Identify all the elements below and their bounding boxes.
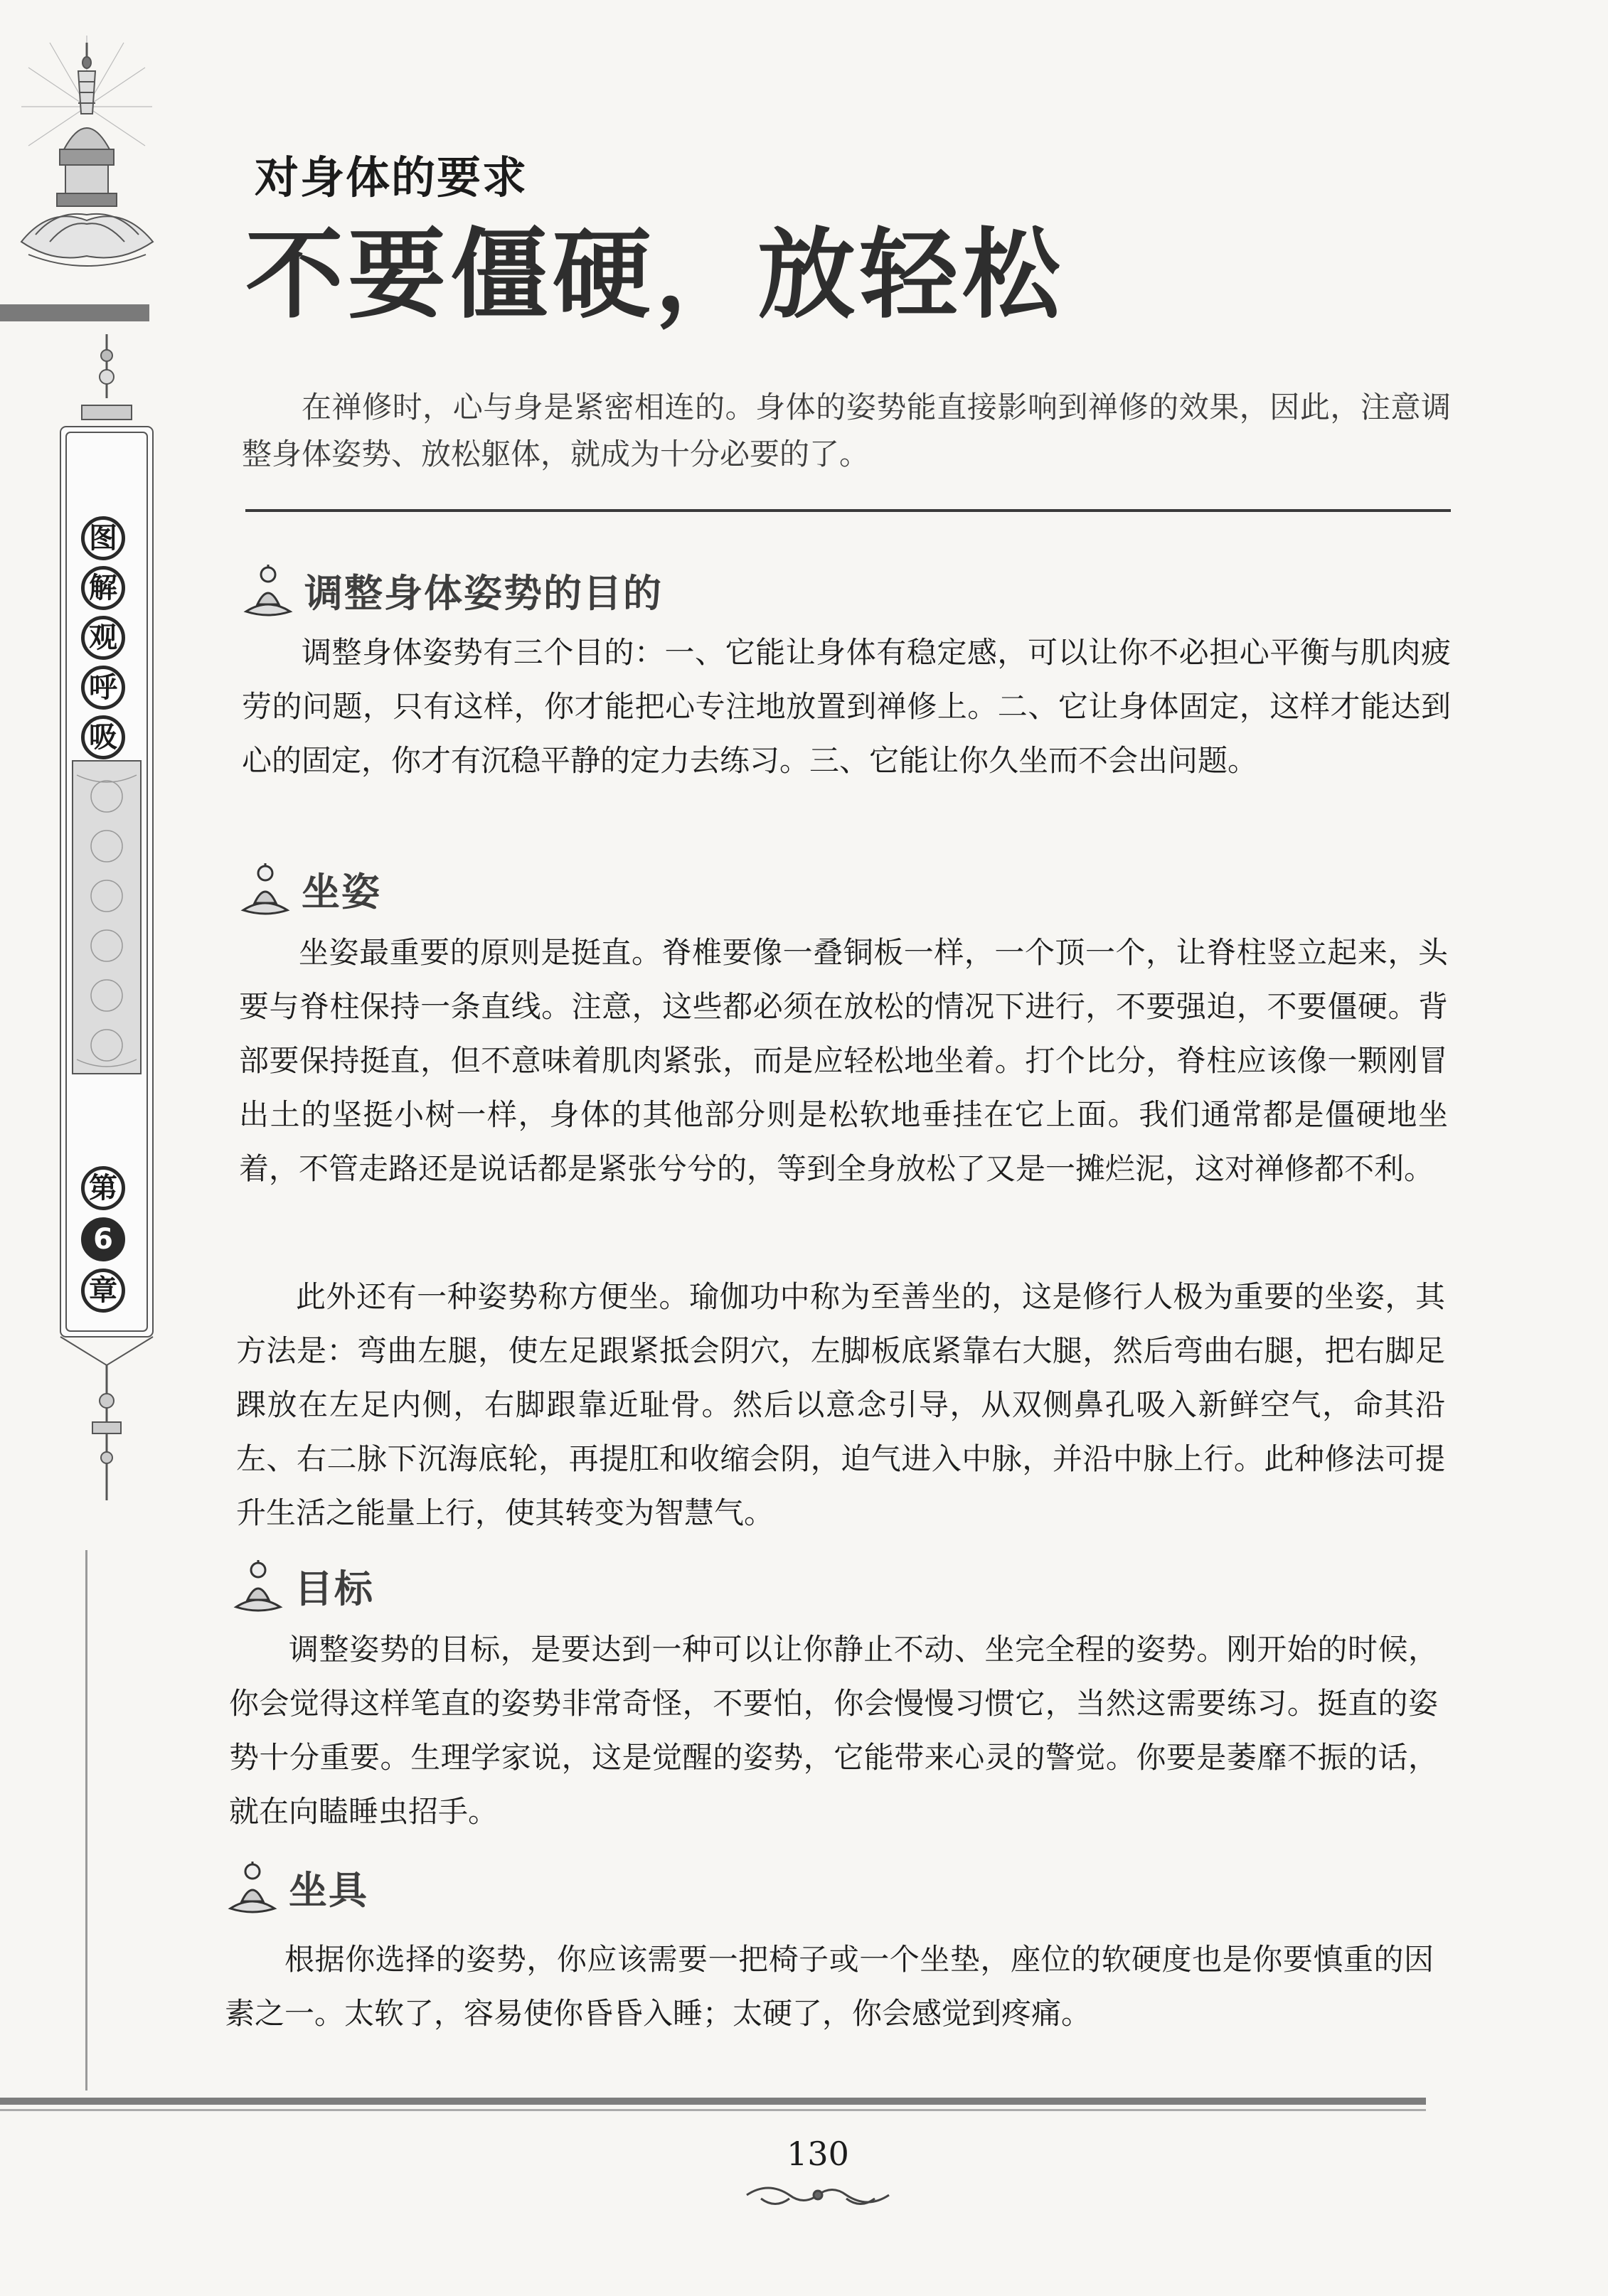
body-paragraph: 调整姿势的目标，是要达到一种可以让你静止不动、坐完全程的姿势。刚开始的时候，你会觉得这样笔直的姿势非常奇怪，不要怕，你会慢慢习惯它，当然这需要练习。挺直的姿势十分重要。生理学家说，这是觉醒的姿势，它能带来心灵的警觉。你要是萎靡不振的话，就在向瞌睡虫招手。 [229, 1632, 1438, 1829]
sidebar-book-char: 解 [81, 566, 125, 610]
section-kicker: 对身体的要求 [255, 151, 528, 203]
page-title: 不要僵硬，放轻松 [245, 216, 1065, 332]
sidebar-book-char: 观 [81, 616, 125, 660]
section-heading [242, 562, 663, 619]
meditating-buddha-icon [226, 1859, 279, 1916]
section-heading [239, 860, 381, 917]
section-heading [226, 1859, 368, 1916]
body-paragraph: 坐姿最重要的原则是挺直。脊椎要像一叠铜板一样，一个顶一个，让脊柱竖立起来，头要与脊柱保持一条直线。注意，这些都必须在放松的情况下进行，不要强迫，不要僵硬。背部要保持挺直，但不意味着肌肉紧张，而是应轻松地坐着。打个比分，脊柱应该像一颗刚冒出土的坚挺小树一样，身体的其他部分则是松软地垂挂在它上面。我们通常都是僵硬地坐着，不管走路还是说话都是紧张兮兮的，等到全身放松了又是一摊烂泥，这对禅修都不利。 [239, 935, 1448, 1186]
meditating-buddha-icon [239, 860, 292, 917]
section-heading [232, 1557, 374, 1614]
sidebar-vertical-line [85, 1550, 87, 2091]
intro-divider [245, 509, 1451, 512]
vertical-scroll-ornament [43, 334, 171, 1500]
sidebar-chapter-char: 章 [81, 1269, 125, 1313]
sidebar-book-char: 呼 [81, 666, 125, 710]
stupa-lotus-ornament [7, 28, 167, 299]
sidebar-chapter-char: 第 [81, 1166, 125, 1210]
section-heading-text: 目标 [294, 1565, 374, 1611]
section-heading-text: 坐具 [289, 1867, 368, 1913]
sidebar-book-char: 吸 [81, 715, 125, 759]
footer-rule [0, 2098, 1426, 2105]
section-heading-text: 坐姿 [302, 868, 381, 914]
section-heading-text: 调整身体姿势的目的 [304, 570, 663, 616]
intro-paragraph: 在禅修时，心与身是紧密相连的。身体的姿势能直接影响到禅修的效果，因此，注意调整身体姿势、放松躯体，就成为十分必要的了。 [242, 390, 1451, 471]
page-number: 130 [787, 2135, 849, 2173]
meditating-buddha-icon [232, 1557, 284, 1614]
body-paragraph: 此外还有一种姿势称方便坐。瑜伽功中称为至善坐的，这是修行人极为重要的坐姿，其方法是：弯曲左腿，使左足跟紧抵会阴穴，左脚板底紧靠右大腿，然后弯曲右腿，把右脚足踝放在左足内侧，右脚跟靠近耻骨。然后以意念引导，从双侧鼻孔吸入新鲜空气，命其沿左、右二脉下沉海底轮，再提肛和收缩会阴，迫气进入中脉，并沿中脉上行。此种修法可提升生活之能量上行，使其转变为智慧气。 [236, 1279, 1445, 1530]
footer-rule-thin [0, 2109, 1426, 2111]
body-paragraph: 根据你选择的姿势，你应该需要一把椅子或一个坐垫，座位的软硬度也是你要慎重的因素之一。太软了，容易使你昏昏入睡；太硬了，你会感觉到疼痛。 [225, 1942, 1434, 2031]
sidebar-book-char: 图 [81, 516, 125, 560]
footer-flourish-ornament [740, 2177, 896, 2213]
meditating-buddha-icon [242, 562, 294, 619]
header-side-bar [0, 304, 149, 321]
body-paragraph: 调整身体姿势有三个目的：一、它能让身体有稳定感，可以让你不必担心平衡与肌肉疲劳的问题，只有这样，你才能把心专注地放置到禅修上。二、它让身体固定，这样才能达到心的固定，你才有沉稳平静的定力去练习。三、它能让你久坐而不会出问题。 [242, 635, 1451, 778]
sidebar-chapter-number: 6 [81, 1217, 125, 1261]
